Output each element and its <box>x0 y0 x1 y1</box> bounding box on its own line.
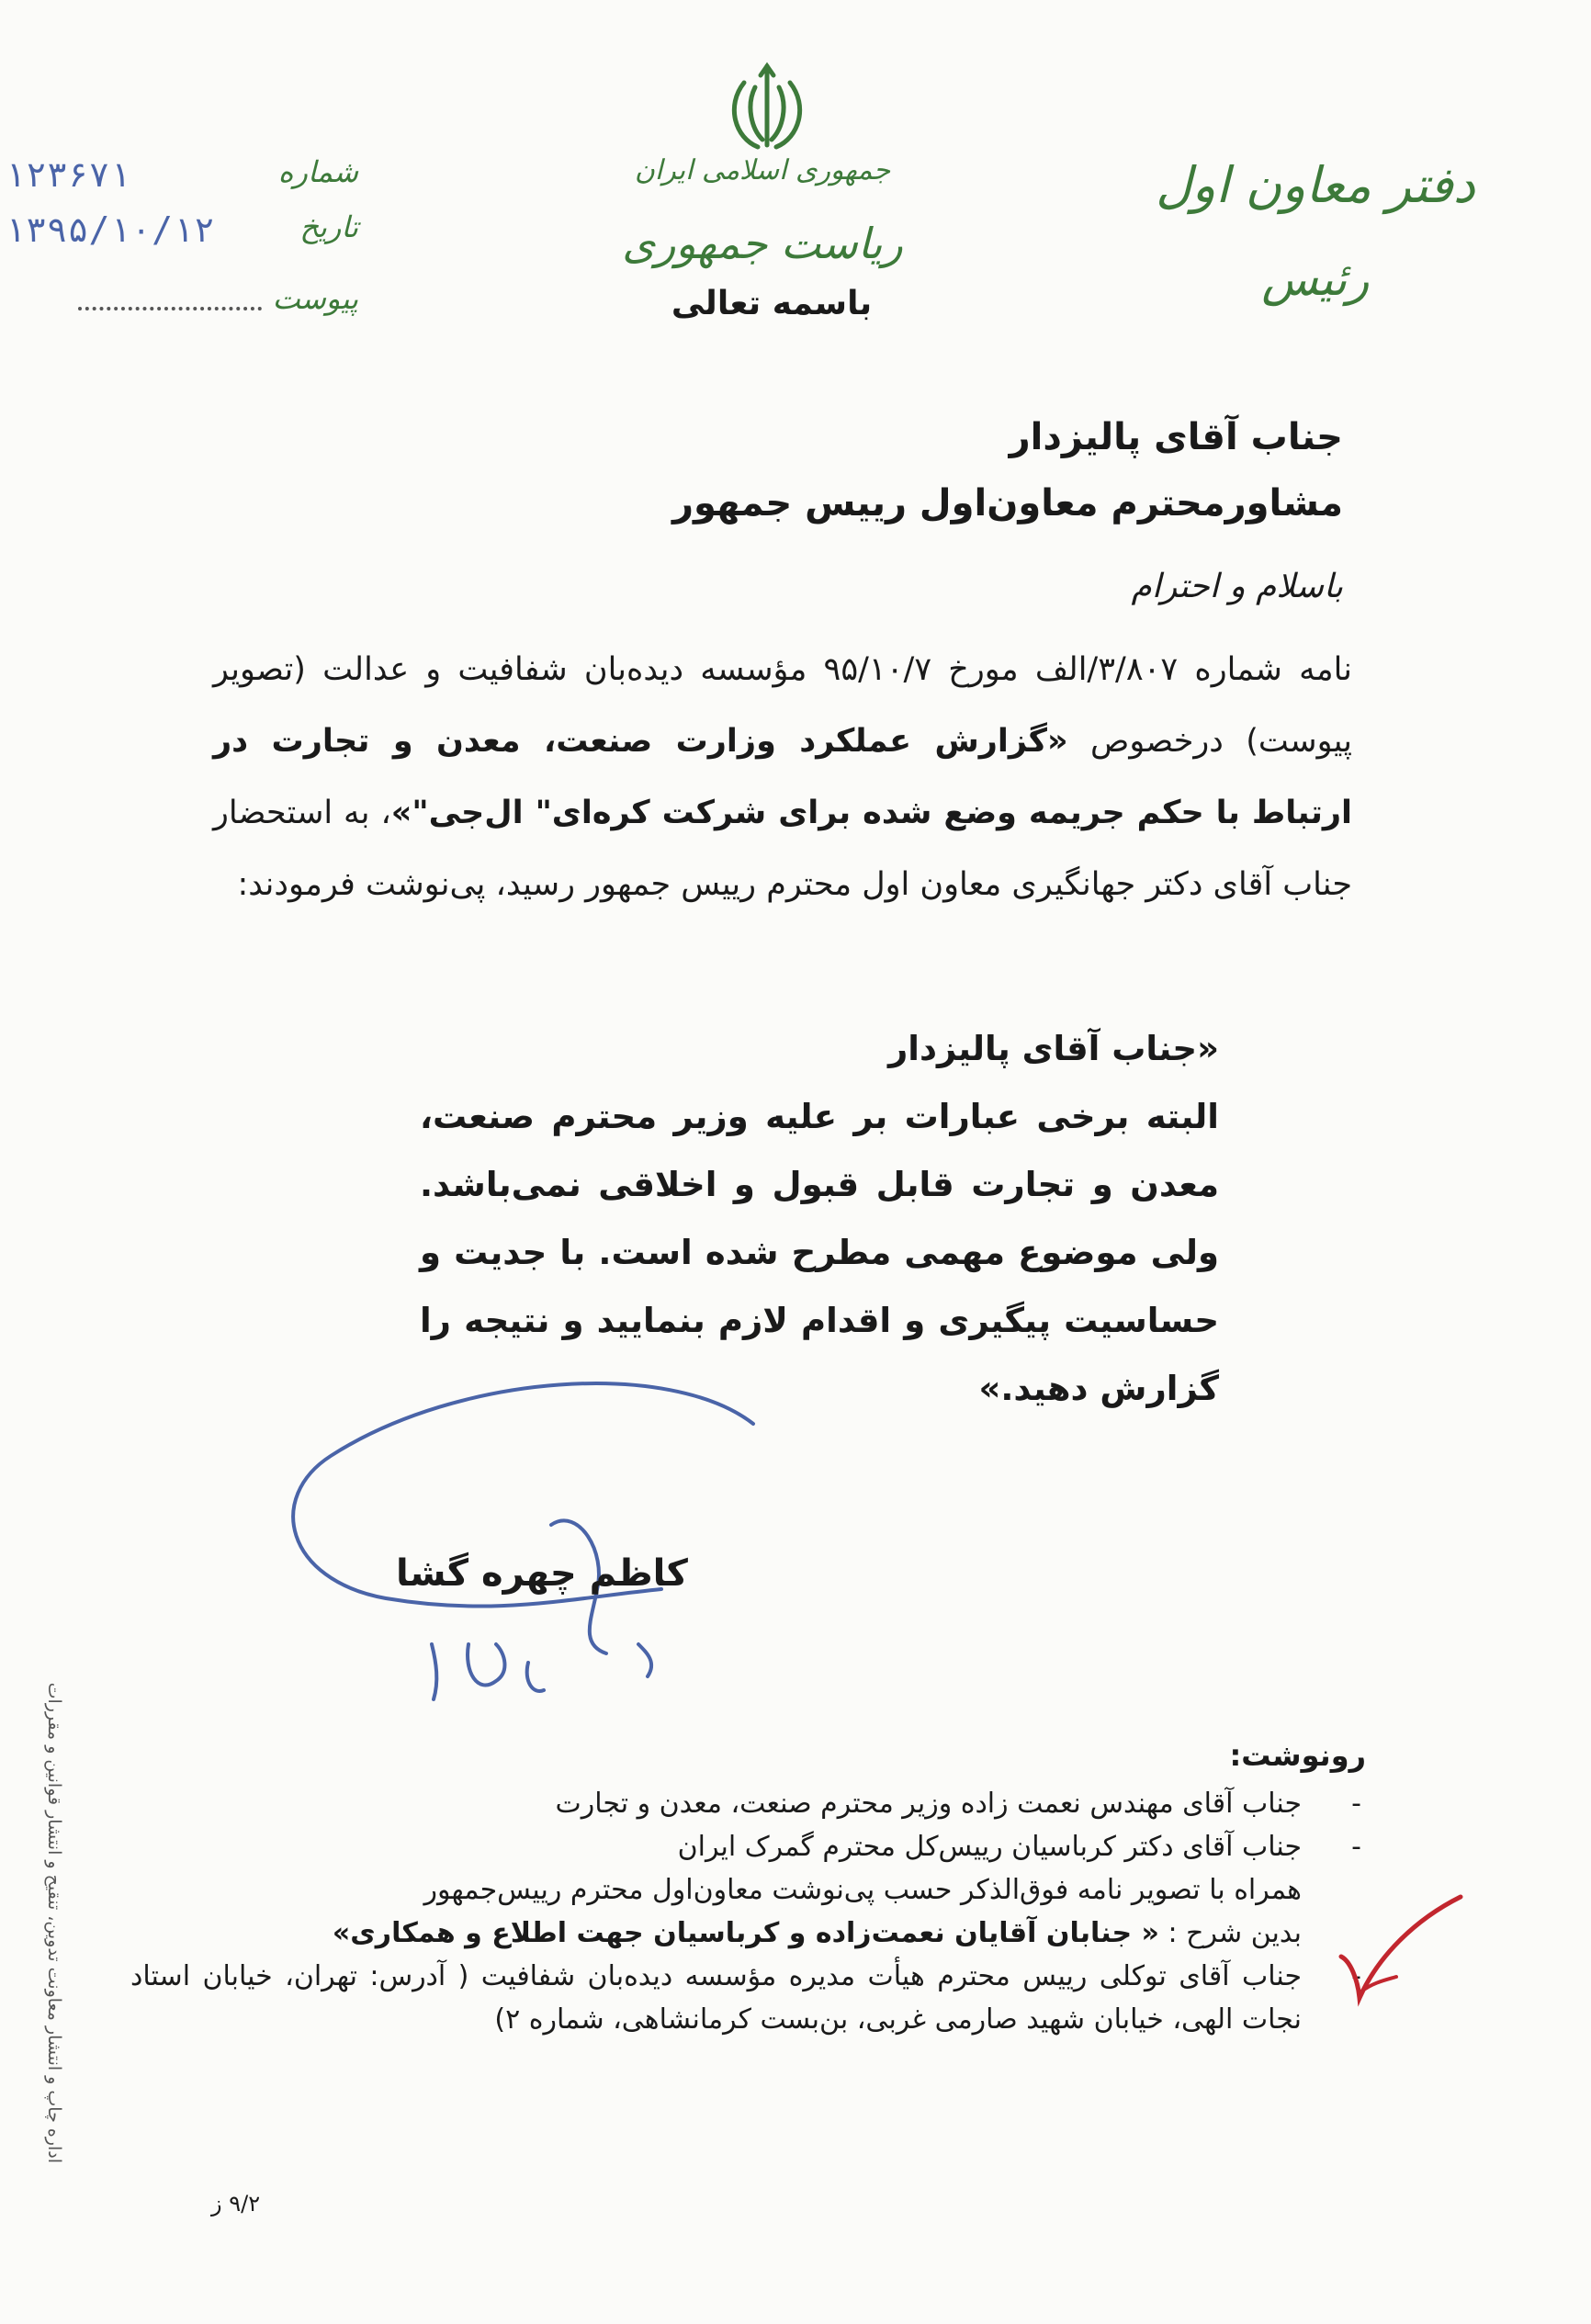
cc-note-line2 <box>130 1912 1302 1955</box>
side-print-note: اداره چاپ و انتشار معاونت تدوین، تنقیح و انتشار قوانین و مقررات <box>44 1682 64 2163</box>
invocation: باسمه تعالی <box>671 285 873 322</box>
quote-body: البته برخی عبارات بر علیه وزیر محترم صنعت، معدن و تجارت قابل قبول و اخلاقی نمی‌باشد. ولی موضوع مهمی مطرح شده است. با جدیت و حساسیت پیگیری و اقدام لازم بنمایید و نتیجه را گزارش دهید.» <box>420 1097 1219 1408</box>
cc-note <box>130 1868 1361 1955</box>
office-subtitle: رئیس <box>1261 253 1370 306</box>
cc-note-prefix: بدین شرح : <box>1158 1917 1302 1949</box>
attachment-blank <box>78 290 262 310</box>
cc-list <box>130 1782 1361 2041</box>
meta-number <box>5 154 358 202</box>
meta-attachment <box>28 281 358 329</box>
cc-note-line1: همراه با تصویر نامه فوق‌الذکر حسب پی‌نوشت معاون‌اول محترم رییس‌جمهور <box>423 1874 1302 1906</box>
signer-name: کاظم چهره گشا <box>396 1552 688 1595</box>
cc-item-text: جناب آقای مهندس نعمت زاده وزیر محترم صنعت، معدن و تجارت <box>555 1788 1302 1820</box>
addressee-title: مشاورمحترم معاون‌اول رییس جمهور <box>672 482 1343 525</box>
cc-item <box>130 1782 1361 1825</box>
greeting: باسلام و احترام <box>1131 568 1343 605</box>
office-title: دفتر معاون اول <box>1156 156 1475 214</box>
number-label: شماره <box>277 154 358 189</box>
cc-dash: - <box>1351 1831 1361 1863</box>
quote-salutation: «جناب آقای پالیزدار <box>888 1029 1219 1068</box>
attachment-label: پیوست <box>272 281 358 316</box>
form-code: ۹/۲ ز <box>211 2191 261 2217</box>
addressee <box>516 404 1343 536</box>
body-part2: ، به استحضار جناب آقای دکتر جهانگیری معاون اول محترم رییس جمهور رسید، پی‌نوشت فرمودند: <box>213 795 1352 903</box>
meta-date <box>5 209 358 257</box>
cc-item <box>130 1955 1361 2041</box>
iran-emblem-icon <box>717 55 818 156</box>
quoted-note <box>420 1015 1219 1423</box>
body-subject: «گزارش عملکرد وزارت صنعت، معدن و تجارت در ارتباط با حکم جریمه وضع شده برای شرکت کره‌ای" ال‌جی"» <box>213 723 1352 831</box>
signature-scribble <box>276 1369 790 1718</box>
number-value: ۱۲۳۶۷۱ <box>5 154 131 195</box>
addressee-name: جناب آقای پالیزدار <box>1009 416 1343 458</box>
cc-note-emphasis: « جنابان آقایان نعمت‌زاده و کرباسیان جهت اطلاع و همکاری» <box>332 1917 1159 1949</box>
date-value: ۱۳۹۵/۱۰/۱۲ <box>5 209 215 250</box>
cc-title: رونوشت: <box>1229 1738 1366 1773</box>
cc-dash: - <box>1351 1960 1361 1992</box>
cc-item-text: جناب آقای توکلی رییس محترم هیأت مدیره مؤسسه دیده‌بان شفافیت ( آدرس: تهران، خیابان استاد نجات الهی، خیابان شهید صارمی غربی، بن‌بست کرمانشاهی، شماره ۲) <box>130 1960 1302 2036</box>
cc-item-text: جناب آقای دکتر کرباسیان رییس‌کل محترم گمرک ایران <box>677 1831 1302 1863</box>
country-line: جمهوری اسلامی ایران <box>634 154 891 186</box>
body-paragraph <box>213 634 1352 920</box>
presidency-line: ریاست جمهوری <box>622 219 903 268</box>
cc-item <box>130 1825 1361 1868</box>
date-label: تاریخ <box>299 209 358 244</box>
body-part1: نامه شماره ۳/۸۰۷/الف مورخ ۹۵/۱۰/۷ مؤسسه دیده‌بان شفافیت و عدالت (تصویر پیوست) درخصوص <box>213 651 1352 760</box>
checkmark-icon <box>1332 1892 1470 2012</box>
cc-dash: - <box>1351 1788 1361 1820</box>
